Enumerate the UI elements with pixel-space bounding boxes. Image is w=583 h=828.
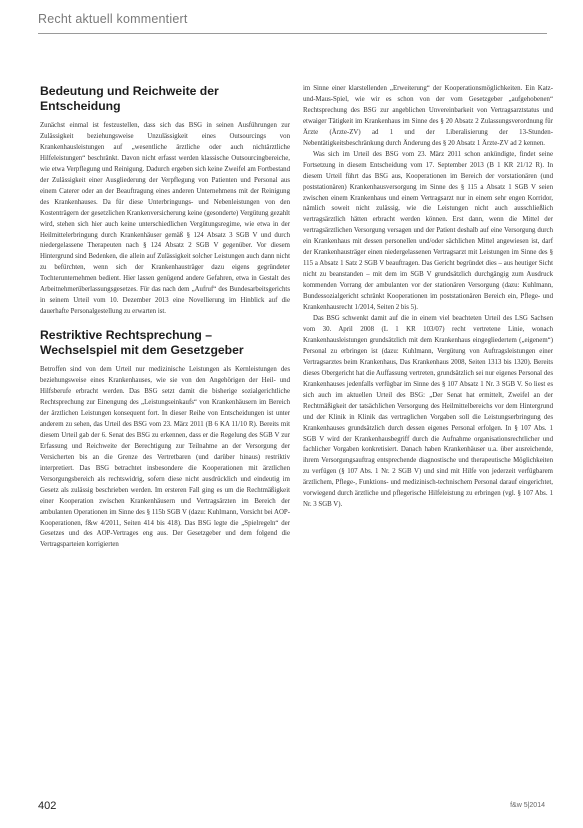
body-paragraph: Das BSG schwenkt damit auf die in einem viel beachteten Urteil des LSG Sachsen vom 30. April 2008 (L 1 KR 103/07) recht vertretene Linie, wonach Krankenhausleistungen grundsätzlich mit dem Krankenhaus eingegliedertem („eigenem“) Personal zu erbringen ist (dazu: Kuhlmann, Vergütung von Auftragsleistungen einer Vertragsarztes beim Krankenhaus, Das Krankenhaus 2008, Seiten 1313 bis 1320). Bereits dieses Obergericht hat die Auffassung vertreten, grundsätzlich sei nur eigenes Personal des Krankenhauses jedenfalls verfügbar im Sinne des § 107 Absatz 1 Nr. 3 SGB V. So liest es sich auch im aktuellen Urteil des BSG: „Der Senat hat ermittelt, Zweifel an der Rechtmäßigkeit der tatsächlichen Versorgung des Heilmittelbereichs vor dem Hintergrund und der Klinik in Klinik das vertraglichen Vorgaben soll die Leistungserbringung des Krankenhauses grundsätzlich durch dessen eigenes Personal erfolgen. In § 107 Abs. 1 SGB V wird der Krankenhausbegriff durch die Aufnahme organisationsrechtlicher und fachlicher Vorgaben konkretisiert. Danach haben Krankenhäuser u.a. über ausreichende, ihrem Versorgungsauftrag entsprechende diagnostische und therapeutische Möglichkeiten zu verfügen (§ 107 Abs. 1 Nr. 2 SGB V) und sind mit Hilfe von jederzeit verfügbarem ärztlichem, Pflege-, Funktions- und medizinisch-technischem Personal darauf eingerichtet, vorwiegend durch ärztliche und pflegerische Hilfeleistung zu erbringen (vgl. § 107 Abs. 1 Nr. 3 SGB V). (303, 315, 553, 509)
body-paragraph: im Sinne einer klarstellenden „Erweiterung“ der Kooperationsmöglichkeiten. Ein Katz-und-Maus-Spiel, wie wir es schon von der vom Gesetzgeber „aufgehobenen“ Rechtsprechung des BSG zur angeblichen Unvereinbarkeit von Vertragsarztstatus und etwaiger Tätigkeit im Krankenhaus im Sinne des § 20 Absatz 2 Zulassungsverordnung für Ärzte (Ärzte-ZV) ad 1 und der Liberalisierung der 13-Stunden-Nebentätigkeitsbeschränkung durch Änderung des § 20 Absatz 1 Ärzte-ZV ad 2 kennen. (303, 85, 553, 147)
right-column (303, 84, 553, 511)
section-heading-restrictive: Restriktive Rechtsprechung – Wechselspiel mit dem Gesetzgeber (40, 328, 244, 358)
page-number: 402 (38, 800, 57, 812)
journal-issue: f&w 5|2014 (510, 802, 545, 809)
body-paragraph: Betroffen sind von dem Urteil nur medizinische Leistungen als Kernleistungen des beziehungsweise eines Krankenhauses, wie sie von den Angehörigen der Heil- und Hilfsberufe erbracht werden. Das BSG setzt damit die bisherige sozialgerichtliche Rechtsprechung zur Einengung des „Leistungseinkaufs“ von Krankenhäusern im Bereich der ärztlichen Leistungen konsequent fort. In dieser Reihe von Entscheidungen ist unter anderem zu sehen, das Urteil des BSG vom 23. März 2011 (B 6 KA 11/10 R). Bereits mit diesem Urteil gab der 6. Senat des BSG zu erkennen, dass er die Regelung des SGB V zur Erfassung und Reichweite der Berechtigung zur Teilnahme an der Versorgung der Versicherten bis an die Grenze des Vertretbaren (und darüber hinaus) restriktiv interpretiert. Das BSG betrachtet insbesondere die Kooperationen mit ärztlichen Versorgungsbereich als rechtswidrig, sofern diese nicht ausdrücklich und eindeutig im Gesetz als zulässig beschrieben werden. Im ersteren Fall ging es um die Rechtmäßigkeit einer Kooperation zwischen Krankenhäusern und Vertragsärzten im Bereich der ambulanten Operationen im Sinne des § 115b SGB V (dazu: Kuhlmann, Vorsicht bei AOP-Kooperationen, f&w 4/2011, Seiten 414 bis 418). Das BSG legte die „Spielregeln“ der Gesetzes und des AOP-Vertrages eng aus. Der Gesetzgeber und dem folgend die Vertragsparteien korrigierten (40, 366, 290, 549)
body-paragraph: Zunächst einmal ist festzustellen, dass sich das BSG in seinen Ausführungen zur Zulässigkeit beziehungsweise Unzulässigkeit eines Outsourcings von Krankenhausleistungen auf „wesentliche ärztliche oder auch nichtärztliche Hilfeleistungen“ beschränkt. Davon nicht erfasst werden klassische Outsourcingbereiche, wie etwa Verpflegung und Reinigung. Dadurch ergeben sich keine Zweifel am Fortbestand der Zulässigkeit einer Ausgliederung der Verpflegung von Patienten und Personal aus einem Caterer oder an der Beauftragung eines anderen Unternehmens mit der Reinigung des Krankenhauses. Da für diese Unterbringungs- und Nebenleistungen von den Kostenträgern der gesetzlichen Krankenversicherung keine (gesonderte) Vergütung gezahlt wird, stehen sich hier auch keine unterschiedlichen Vergütungsregime, wie etwa in der Heilmittelerbringung durch Krankenhäuser gemäß § 124 Absatz 3 SGB V und durch niedergelassene Therapeuten nach § 124 Absatz 2 SGB V gegenüber. Vor diesem Hintergrund sind Bedenken, die allein auf Zulässigkeit solcher Leistungen auch dann nicht zu befürchten, wenn sich der Krankenhausträger dazu eigens gegründeter Tochterunternehmen bedient. Hier lassen genügend andere Gefahren, etwa in Gestalt des Arbeitnehmerüberlassungsgesetzes. Für das nach dem „Aufruf“ des Bundesarbeitsgerichts in seinem Urteil vom 10. Dezember 2013 eine Novellierung im Hinblick auf die dauerhafte Personalgestellung zu erwarten ist. (40, 122, 290, 316)
section-heading-significance: Bedeutung und Reichweite der Entscheidung (40, 84, 219, 113)
left-column (40, 84, 290, 551)
header-divider (38, 33, 547, 34)
section-header: Recht aktuell kommentiert (38, 12, 188, 26)
body-paragraph: Was sich im Urteil des BSG vom 23. März 2011 schon ankündigte, findet seine Fortsetzung in diesem Entscheidung vom 17. September 2013 (B 1 KR 21/12 R). In diesem Urteil führt das BSG aus, Kooperationen im Bereich der vorstationären (und poststationären) Krankenhausversorgung im Sinne des § 115 a Absatz 1 SGB V seien zwischen einem Krankenhaus und einem Vertragsarzt nur in einem sehr engen Korridor, nämlich soweit nicht zulässig, wie die Leistungen nicht auch ausschließlich vertragsärztlich hätten erbracht werden können. Erst dann, wenn die Mittel der vertragsärztlichen Versorgung versagen und der Patient deshalb auf eine Versorgung durch ein Krankenhaus mit dessen personellen und/oder sächlichen Mittel angewiesen ist, darf der Krankenhausträger einen niedergelassenen Vertragsarzt mit Leistungen im Sinne des § 115 a Absatz 1 Satz 2 SGB V beauftragen. Das Gericht begründet dies – aus heutiger Sicht nicht zu beanstanden – mit dem im SGB V grundsätzlich durchgängig zum Ausdruck kommenden Vorrang der ambulanten vor der stationären Versorgung (dazu: Kuhlmann, Bundessozialgericht schränkt Kooperationen im poststationären Bereich ein, Pflege- und Krankenhausrecht 1/2014, Seiten 2 bis 5). (303, 150, 553, 312)
